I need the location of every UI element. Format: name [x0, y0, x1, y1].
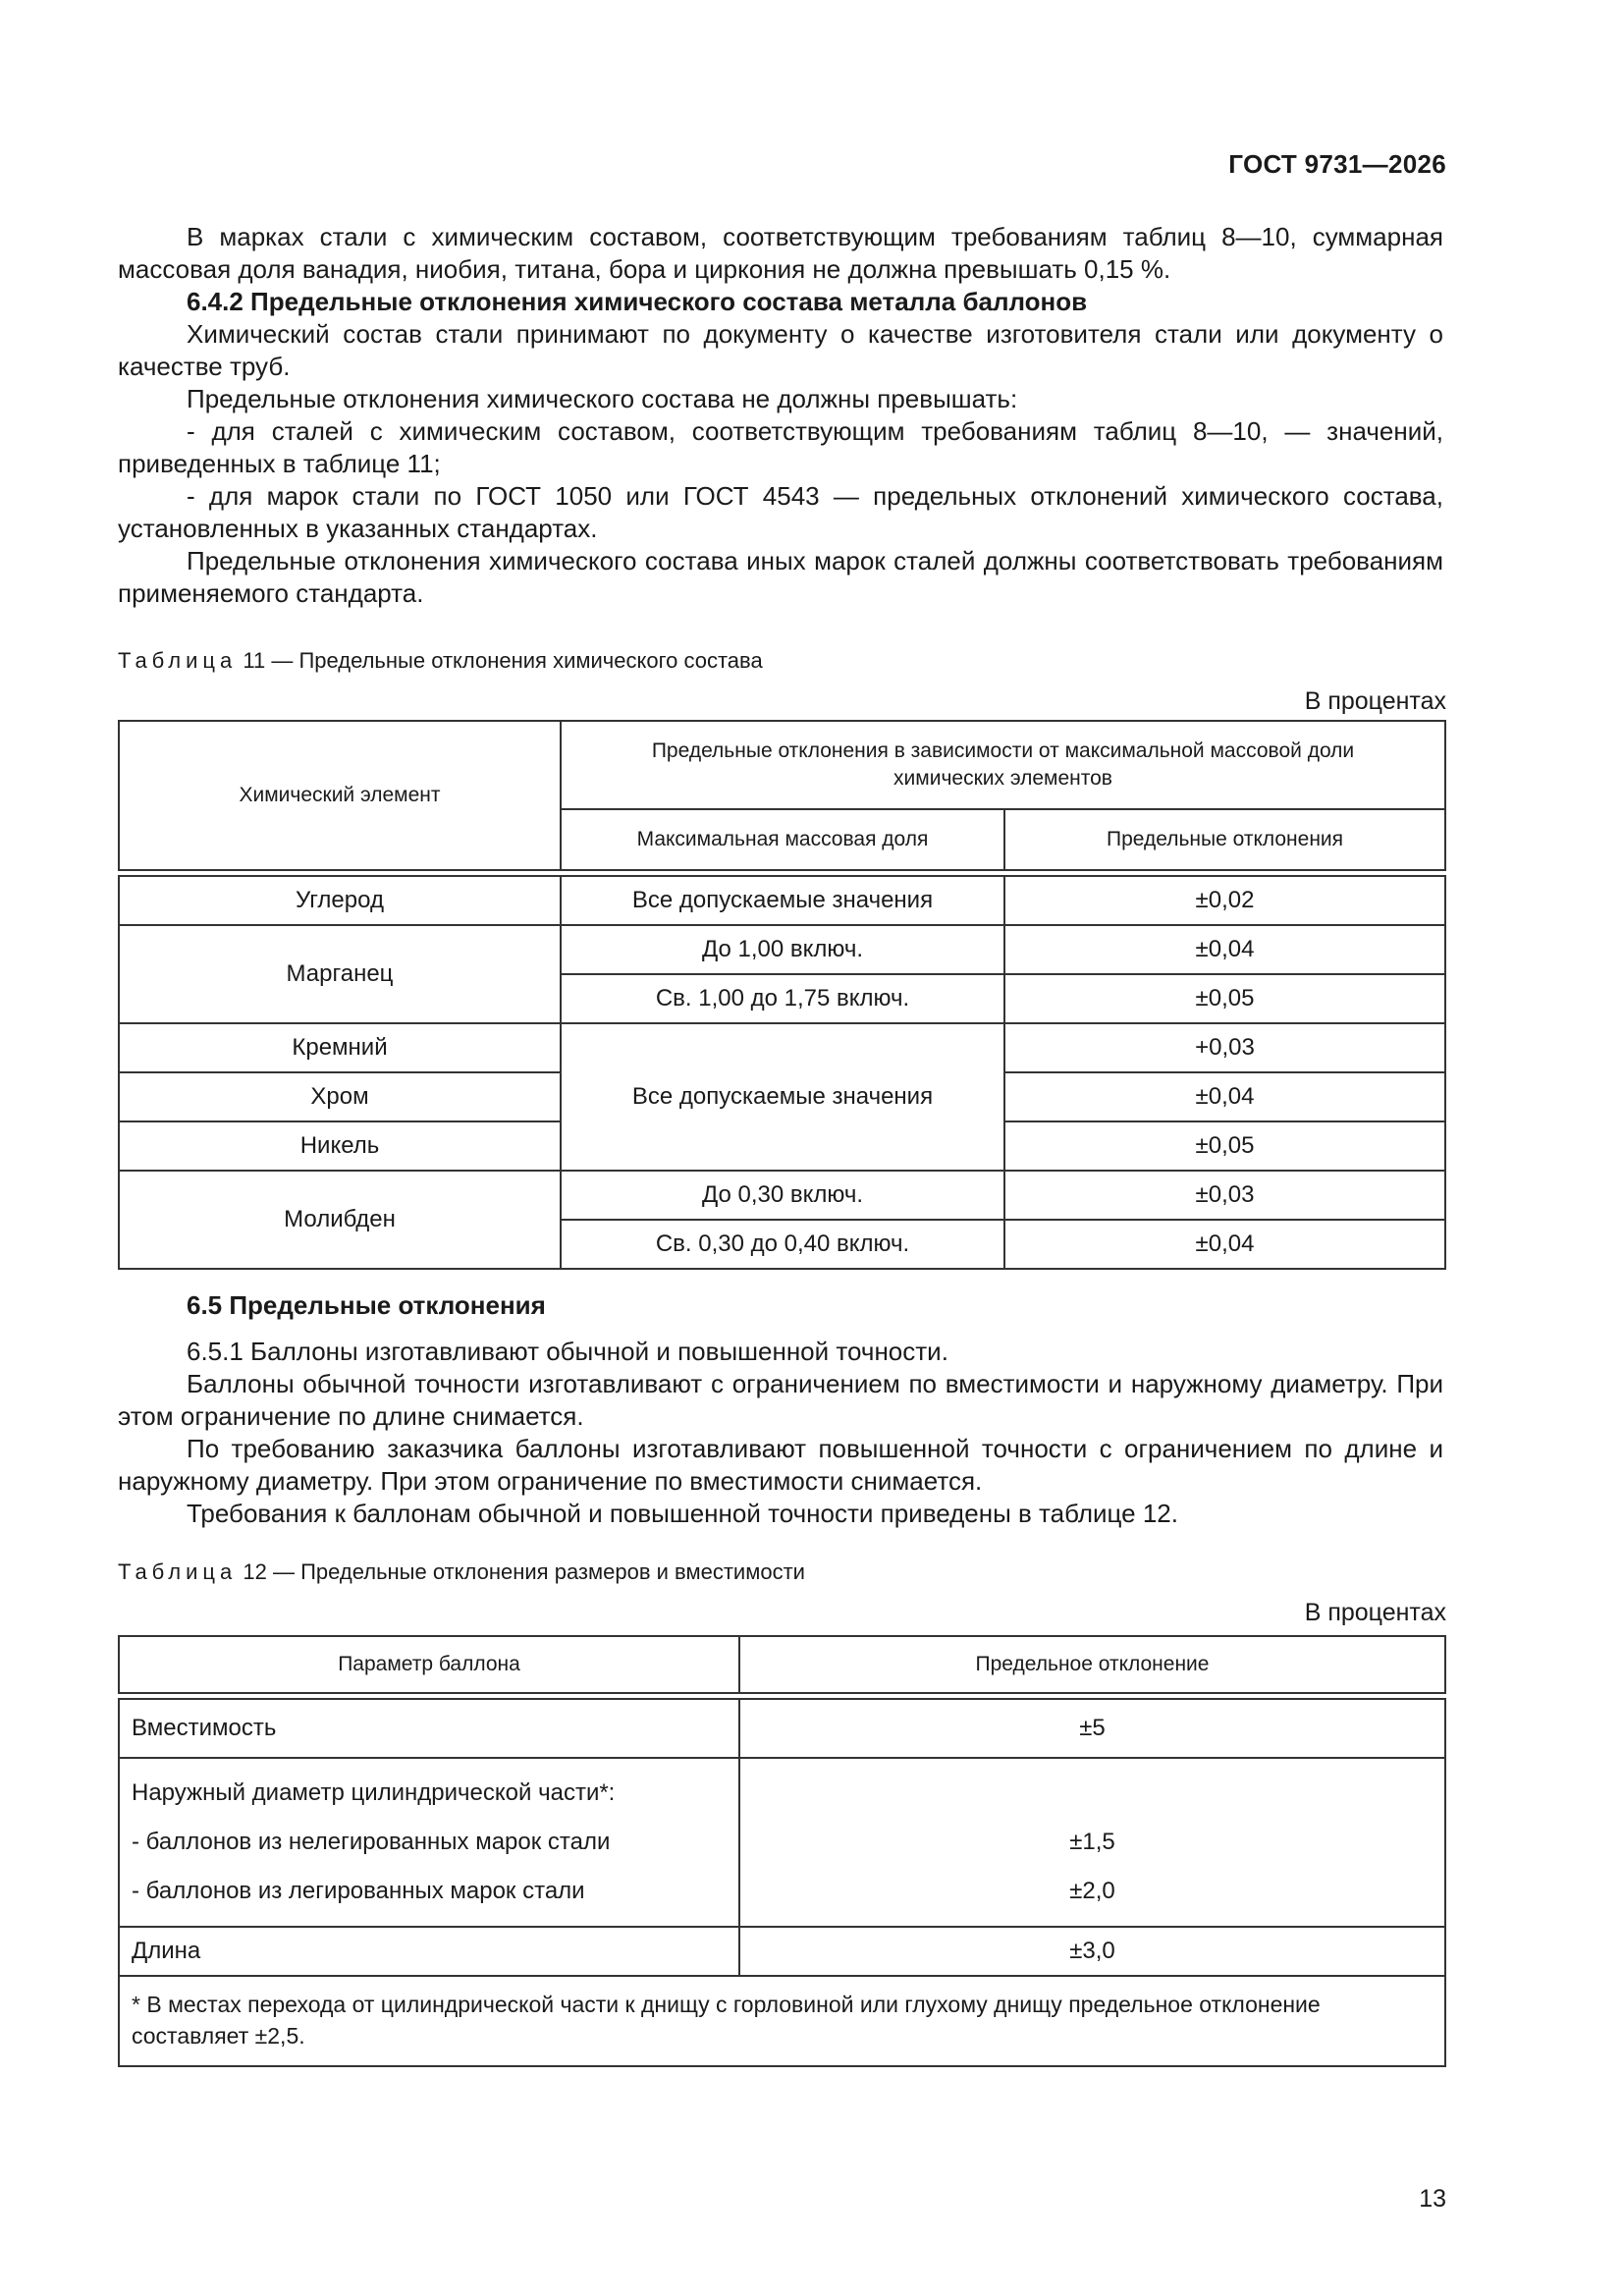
table-row: [119, 876, 1445, 925]
cell-deviation: ±0,04: [1004, 1220, 1445, 1269]
header-element: Химический элемент: [119, 721, 561, 870]
header-deviation: Предельное отклонение: [739, 1636, 1445, 1693]
cell-param: Вместимость: [119, 1699, 739, 1758]
cell-element: Молибден: [119, 1171, 561, 1269]
cell-deviation: +0,03: [1004, 1023, 1445, 1072]
deviation-value: ±2,0: [1069, 1878, 1115, 1904]
paragraph: Предельные отклонения химического состава не должны превышать:: [187, 384, 1018, 413]
cell-deviation: [739, 1758, 1445, 1927]
section-heading: 6.5 Предельные отклонения: [187, 1290, 546, 1320]
paragraph: Химический состав стали принимают по документу о качестве изготовителя стали или документу о качестве труб.: [118, 319, 1443, 381]
section-6-5-text: [118, 1289, 1443, 1530]
cell-element: Никель: [119, 1121, 561, 1171]
deviation-value: ±1,5: [1069, 1829, 1115, 1855]
page-number: 13: [1419, 2185, 1446, 2213]
cell-share: Св. 1,00 до 1,75 включ.: [561, 974, 1004, 1023]
param-sub: - баллонов из легированных марок стали: [132, 1878, 585, 1904]
cell-param: Длина: [119, 1927, 739, 1976]
footnote: * В местах перехода от цилиндрической части к днищу с горловиной или глухому днищу предельное отклонение составляет ±2,5.: [119, 1976, 1445, 2066]
cell-deviation: ±5: [739, 1699, 1445, 1758]
cell-deviation: ±3,0: [739, 1927, 1445, 1976]
paragraph: Предельные отклонения химического состава иных марок сталей должны соответствовать требованиям применяемого стандарта.: [118, 546, 1443, 608]
cell-deviation: ±0,04: [1004, 1072, 1445, 1121]
table-row: [119, 1023, 1445, 1072]
footnote-row: [119, 1976, 1445, 2066]
caption-word: Таблица: [118, 1559, 238, 1584]
cell-element: Марганец: [119, 925, 561, 1023]
subsection-heading: 6.4.2 Предельные отклонения химического состава металла баллонов: [187, 287, 1088, 316]
header-deviation: Предельные отклонения: [1004, 809, 1445, 870]
cell-deviation: ±0,02: [1004, 876, 1445, 925]
cell-share: Все допускаемые значения: [561, 1023, 1004, 1171]
paragraph: Баллоны обычной точности изготавливают с ограничением по вместимости и наружному диаметру. При этом ограничение по длине снимается.: [118, 1369, 1443, 1431]
cell-deviation: ±0,05: [1004, 974, 1445, 1023]
cell-element: Углерод: [119, 876, 561, 925]
cell-share: До 1,00 включ.: [561, 925, 1004, 974]
cell-param: [119, 1758, 739, 1927]
paragraph: 6.5.1 Баллоны изготавливают обычной и повышенной точности.: [187, 1337, 948, 1366]
table-row: [119, 1758, 1445, 1927]
standard-header: ГОСТ 9731—2026: [1228, 149, 1446, 179]
table-11: [118, 720, 1446, 1270]
caption-word: Таблица: [118, 648, 238, 673]
table-row: [119, 925, 1445, 974]
table-12: [118, 1635, 1446, 2067]
paragraph: В марках стали с химическим составом, соответствующим требованиям таблиц 8—10, суммарная массовая доля ванадия, ниобия, титана, бора и циркония не должна превышать 0,15 %.: [118, 222, 1443, 284]
cell-share: Все допускаемые значения: [561, 876, 1004, 925]
header-group: Предельные отклонения в зависимости от максимальной массовой доли химических элементов: [561, 721, 1445, 809]
caption-text: 12 — Предельные отклонения размеров и вместимости: [243, 1559, 805, 1584]
section-6-4-text: [118, 221, 1443, 610]
paragraph: По требованию заказчика баллоны изготавливают повышенной точности с ограничением по длине и наружному диаметру. При этом ограничение по вместимости снимается.: [118, 1434, 1443, 1496]
list-item: - для сталей с химическим составом, соответствующим требованиям таблиц 8—10, — значений, приведенных в таблице 11;: [118, 416, 1443, 478]
list-item: - для марок стали по ГОСТ 1050 или ГОСТ 4543 — предельных отклонений химического состава, установленных в указанных стандартах.: [118, 481, 1443, 543]
table-row: [119, 1927, 1445, 1976]
cell-deviation: ±0,05: [1004, 1121, 1445, 1171]
param-title: Наружный диаметр цилиндрической части*:: [132, 1779, 616, 1806]
cell-share: Св. 0,30 до 0,40 включ.: [561, 1220, 1004, 1269]
table-11-caption: [118, 648, 763, 674]
cell-share: До 0,30 включ.: [561, 1171, 1004, 1220]
header-max-share: Максимальная массовая доля: [561, 809, 1004, 870]
cell-element: Хром: [119, 1072, 561, 1121]
table-12-units: В процентах: [1304, 1599, 1446, 1626]
cell-element: Кремний: [119, 1023, 561, 1072]
cell-deviation: ±0,03: [1004, 1171, 1445, 1220]
table-row: [119, 1699, 1445, 1758]
table-row: [119, 1171, 1445, 1220]
paragraph: Требования к баллонам обычной и повышенной точности приведены в таблице 12.: [187, 1499, 1178, 1528]
cell-deviation: ±0,04: [1004, 925, 1445, 974]
caption-text: 11 — Предельные отклонения химического состава: [243, 648, 763, 673]
table-11-units: В процентах: [1304, 687, 1446, 715]
table-12-caption: [118, 1559, 805, 1585]
header-param: Параметр баллона: [119, 1636, 739, 1693]
param-sub: - баллонов из нелегированных марок стали: [132, 1829, 611, 1855]
